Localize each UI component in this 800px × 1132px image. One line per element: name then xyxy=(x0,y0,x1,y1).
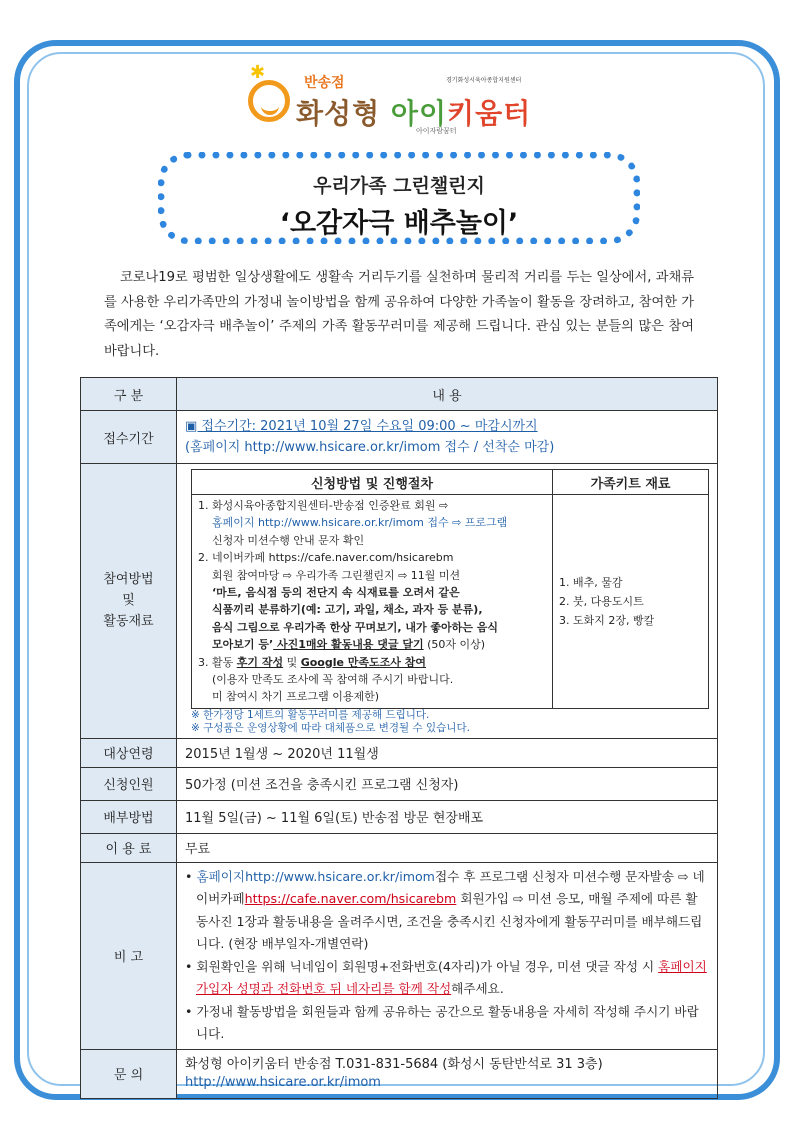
cafe-link[interactable]: https://cafe.naver.com/hsicarebm xyxy=(244,891,457,907)
header-content: 내 용 xyxy=(177,378,718,411)
fee-label: 이 용 료 xyxy=(81,833,177,862)
period-label: 접수기간 xyxy=(81,411,177,464)
logo-branch: 반송점 xyxy=(304,75,345,91)
proc-text: 후기 작성 xyxy=(236,655,284,669)
intro-paragraph: 코로나19로 평범한 일상생활에도 생활속 거리두기를 실천하며 물리적 거리를 두는 일상에서, 과채류를 사용한 우리가족만의 가정내 놀이방법을 함께 공유하여 다양한 가족놀이 활동을 장려하고, 참여한 가족에게는 ‘오감자극 배추놀이’ 주제의 가족 활동꾸러미를 제공해 드립니다. 관심 있는 분들의 많은 참여바랍니다. xyxy=(104,270,694,359)
kit-item: 3. 도화지 2장, 빵칼 xyxy=(559,613,655,627)
title-line1: 우리가족 그린챌린지 xyxy=(313,175,485,197)
logo-main-a: 화성형 xyxy=(296,97,391,130)
proc-text: 사진1매와 활동내용 댓글 달기 xyxy=(273,638,424,652)
logo-sponsor: 경기화성시육아종합지원센터 xyxy=(446,77,522,84)
logo-main-c: 키움터 xyxy=(447,97,532,130)
remark-emphasis: 홈페이지 가입자 성명과 전화번호 뒤 네자리를 함께 작성 xyxy=(196,958,707,997)
remark-text: 접수 후 프로그램 신청자 미션수행 문자발송 ⇨ 네이버카페 xyxy=(196,868,705,907)
quota-label: 신청인원 xyxy=(81,767,177,800)
title-line2: ‘오감자극 배추놀이’ xyxy=(279,208,519,239)
proc-text: 2. 네이버카페 https://cafe.naver.com/hsicarebm xyxy=(198,551,454,565)
table-row xyxy=(81,378,718,411)
method-label xyxy=(81,464,177,739)
age-label: 대상연령 xyxy=(81,738,177,767)
proc-step: 신청자 미션수행 안내 문자 확인 xyxy=(212,533,365,547)
dist-label: 배부방법 xyxy=(81,800,177,833)
contact-label: 문 의 xyxy=(81,1049,177,1098)
remark-2 xyxy=(185,956,709,1001)
star-icon: ✱ xyxy=(250,62,266,83)
table-row xyxy=(81,833,718,862)
table-row xyxy=(81,767,718,800)
method-label-3: 활동재료 xyxy=(103,614,154,630)
proc-step: 식품끼리 분류하기(예: 고기, 과일, 채소, 과자 등 분류), xyxy=(212,603,483,617)
remark-label: 비 고 xyxy=(81,862,177,1049)
proc-step: 음식 그림으로 우리가족 한상 꾸며보기, 내가 좋아하는 음식 xyxy=(212,620,499,634)
info-table xyxy=(80,377,718,1099)
title-box xyxy=(158,152,640,244)
proc-text: 모아보기 등’ xyxy=(212,638,274,652)
table-row xyxy=(81,738,718,767)
smile-icon xyxy=(248,80,290,122)
remark-text: 회원가입 ⇨ 미션 응모, 매월 주제에 따른 활동사진 1장과 활동내용을 올려주시면, 조건을 충족시킨 신청자에게 활동꾸러미를 배부해드립니다. (현장 배부일자-개별연락) xyxy=(196,891,703,952)
kit-item: 2. 붓, 다용도시트 xyxy=(559,594,644,608)
logo xyxy=(248,62,568,136)
logo-main xyxy=(296,92,531,132)
proc-step xyxy=(198,636,546,653)
proc-text: (50자 이상) xyxy=(423,638,486,652)
proc-step: 홈페이지 http://www.hsicare.or.kr/imom 접수 ⇨ 프로그램 xyxy=(212,516,508,530)
kit-list xyxy=(553,495,709,709)
dist-value: 11월 5일(금) ~ 11월 6일(토) 반송점 방문 현장배포 xyxy=(177,800,718,833)
kit-header: 가족키트 재료 xyxy=(553,470,709,495)
procedure-table xyxy=(191,469,709,709)
method-label-1: 참여방법 xyxy=(103,572,154,588)
kit-item: 1. 배추, 물감 xyxy=(559,575,623,589)
table-row xyxy=(81,1049,718,1098)
proc-step xyxy=(198,549,546,566)
proc-step: 미 참여시 차기 프로그램 이용제한) xyxy=(212,690,380,704)
method-label-2: 및 xyxy=(122,593,135,609)
period-value xyxy=(177,411,718,464)
proc-step xyxy=(198,654,546,671)
table-row xyxy=(81,862,718,1049)
table-row xyxy=(81,800,718,833)
proc-text: 3. 활동 xyxy=(198,655,237,669)
contact-url[interactable]: http://www.hsicare.or.kr/imom xyxy=(185,1074,381,1090)
proc-step: 1. 화성시육아종합지원센터-반송점 인증완료 회원 ⇨ xyxy=(198,499,449,512)
table-row xyxy=(192,470,709,495)
remark-text: • 회원확인을 위해 닉네임이 회원명+전화번호(4자리)가 아닐 경우, 미션 댓글 작성 시 xyxy=(185,958,659,974)
fee-value: 무료 xyxy=(177,833,718,862)
table-row xyxy=(81,411,718,464)
procedure-list xyxy=(192,495,553,709)
period-line1: ▣ 접수기간: 2021년 10월 27일 수요일 09:00 ~ 마감시까지 xyxy=(185,419,538,434)
method-content xyxy=(177,464,718,739)
remark-text: • xyxy=(185,868,197,884)
contact-line1: 화성형 아이키움터 반송점 T.031-831-5684 (화성시 동탄반석로 31 3층) xyxy=(185,1056,603,1072)
period-line2: (홈페이지 http://www.hsicare.or.kr/imom 접수 / 선착순 마감) xyxy=(185,440,555,455)
remark-text: 해주세요. xyxy=(451,981,504,997)
remark-content xyxy=(177,862,718,1049)
logo-tagline: 아이자람꿈터 xyxy=(416,127,457,135)
quota-value: 50가정 (미션 조건을 충족시킨 프로그램 신청자) xyxy=(177,767,718,800)
note-2: ※ 구성품은 운영상황에 따라 대체품으로 변경될 수 있습니다. xyxy=(191,721,470,734)
header-label: 구 분 xyxy=(81,378,177,411)
proc-header: 신청방법 및 진행절차 xyxy=(192,470,553,495)
proc-text: Google 만족도조사 참여 xyxy=(300,655,427,669)
age-value: 2015년 1월생 ~ 2020년 11월생 xyxy=(177,738,718,767)
proc-step: (이용자 만족도 조사에 꼭 참여해 주시기 바랍니다. xyxy=(212,673,454,687)
table-row xyxy=(81,464,718,739)
proc-step: ‘마트, 음식점 등의 전단지 속 식재료를 오려서 같은 xyxy=(212,586,460,600)
proc-text: 및 xyxy=(283,655,301,669)
note-1: ※ 한가정당 1세트의 활동꾸러미를 제공해 드립니다. xyxy=(191,708,430,721)
homepage-link[interactable]: 홈페이지http://www.hsicare.or.kr/imom xyxy=(196,868,435,884)
proc-step: 회원 참여마당 ⇨ 우리가족 그린챌린지 ⇨ 11월 미션 xyxy=(212,568,461,582)
remark-3: • 가정내 활동방법을 회원들과 함께 공유하는 공간으로 활동내용을 자세히 작성해 주시기 바랍니다. xyxy=(185,1003,699,1042)
table-row xyxy=(192,495,709,709)
contact-value xyxy=(177,1049,718,1098)
logo-main-b: 아이 xyxy=(390,97,448,130)
remark-1 xyxy=(185,866,709,956)
